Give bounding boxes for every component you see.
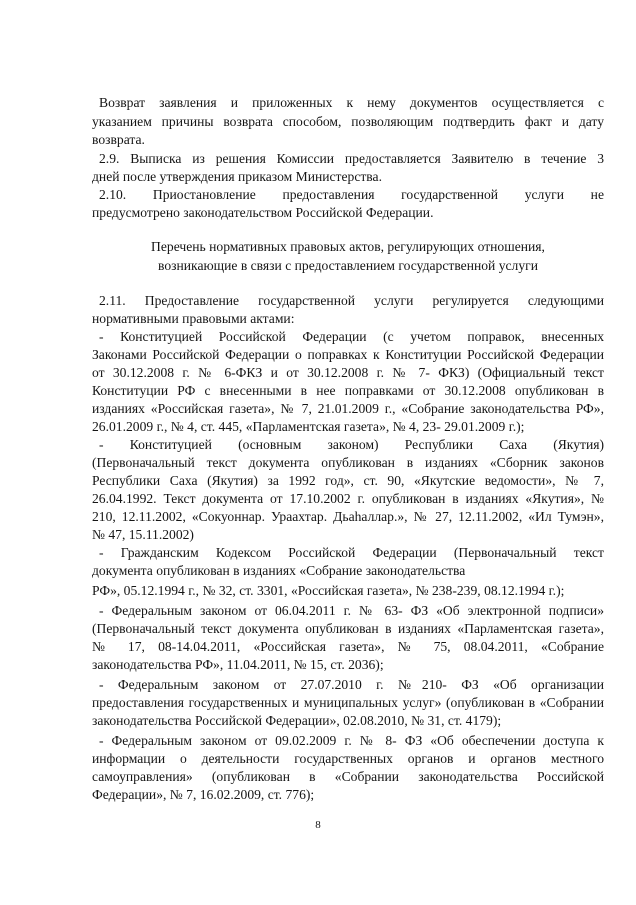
text-line: указанием причины возврата способом, позволяющим подтвердить факт и дату — [92, 114, 604, 129]
text-line: Возврат заявления и приложенных к нему документов осуществляется с — [99, 95, 604, 110]
text-line: Законами Российской Федерации о поправках к Конституции Российской Федерации — [92, 347, 604, 362]
text-line: информации о деятельности государственных органов и органов местного — [92, 751, 604, 766]
text-line: нормативными правовыми актами: — [92, 311, 295, 326]
text-line: самоуправления» (опубликован в «Собрании законодательства Российской — [92, 769, 604, 784]
text-line: 2.10. Приостановление предоставления государственной услуги не — [99, 187, 604, 202]
text-line: (Первоначальный текст документа опубликован в изданиях «Парламентская газета», — [92, 621, 604, 636]
text-line: предоставления государственных и муниципальных услуг» (опубликован в «Собрании — [92, 695, 604, 710]
text-line: Федерации», № 7, 16.02.2009, ст. 776); — [92, 787, 315, 802]
text-line: от 30.12.2008 г. № 6-ФКЗ и от 30.12.2008 г. № 7- ФКЗ) (Официальный текст — [92, 365, 604, 380]
text-line: - Федеральным законом от 06.04.2011 г. № 63- ФЗ «Об электронной подписи» — [99, 603, 604, 618]
text-line: (Первоначальный текст документа опубликован в изданиях «Сборник законов — [92, 455, 604, 470]
text-line: - Гражданским Кодексом Российской Федерации (Первоначальный текст — [99, 545, 604, 560]
text-line: - Федеральным законом от 27.07.2010 г. №210- ФЗ «Об организации — [99, 677, 604, 692]
text-line: № 47, 15.11.2002) — [92, 527, 194, 542]
text-line: возврата. — [92, 132, 145, 147]
text-line: 2.9. Выписка из решения Комиссии предоставляется Заявителю в течение 3 — [99, 151, 604, 166]
text-line: предусмотрено законодательством Российской Федерации. — [92, 205, 434, 220]
text-line: законодательства РФ», 11.04.2011, № 15, ст. 2036); — [92, 657, 384, 672]
text-line: Конституции РФ с внесенными в нее поправками от 30.12.2008 опубликован в — [92, 383, 604, 398]
text-line: 2.11. Предоставление государственной услуги регулируется следующими — [99, 293, 604, 308]
text-line: - Федеральным законом от 09.02.2009 г. № 8- ФЗ «Об обеспечении доступа к — [99, 733, 604, 748]
text-line: законодательства Российской Федерации», 02.08.2010, № 31, ст. 4179); — [92, 713, 502, 728]
text-line: Республики Саха (Якутия) за 1992 год», ст. 90, «Якутские ведомости», № 7, — [92, 473, 604, 488]
text-line: 26.04.1992. Текст документа от 17.10.2002 г. опубликован в изданиях «Якутия», № — [92, 491, 604, 506]
text-line: 210, 12.11.2002, «Сокуоннар. Ураахтар. Дьаһаллар.», № 27, 12.11.2002, «Ил Тумэн», — [92, 509, 604, 524]
text-line: РФ», 05.12.1994 г., № 32, ст. 3301, «Российская газета», № 238-239, 08.12.1994 г.); — [92, 583, 565, 598]
text-line: дней после утверждения приказом Министерства. — [92, 169, 382, 184]
text-line: - Конституцией (основным законом) Республики Саха (Якутия) — [99, 437, 604, 452]
section-heading: возникающие в связи с предоставлением государственной услуги — [158, 258, 538, 273]
text-line: 26.01.2009 г., № 4, ст. 445, «Парламентская газета», № 4, 23- 29.01.2009 г.); — [92, 419, 525, 434]
section-heading: Перечень нормативных правовых актов, регулирующих отношения, — [151, 239, 545, 254]
text-line: изданиях «Российская газета», № 7, 21.01.2009 г., «Собрание законодательства РФ», — [92, 401, 604, 416]
text-line: № 17, 08-14.04.2011, «Российская газета», № 75, 08.04.2011, «Собрание — [92, 639, 604, 654]
page-number: 8 — [315, 819, 321, 831]
text-line: документа опубликован в изданиях «Собрание законодательства — [92, 563, 466, 578]
text-line: - Конституцией Российской Федерации (с учетом поправок, внесенных — [99, 329, 604, 344]
